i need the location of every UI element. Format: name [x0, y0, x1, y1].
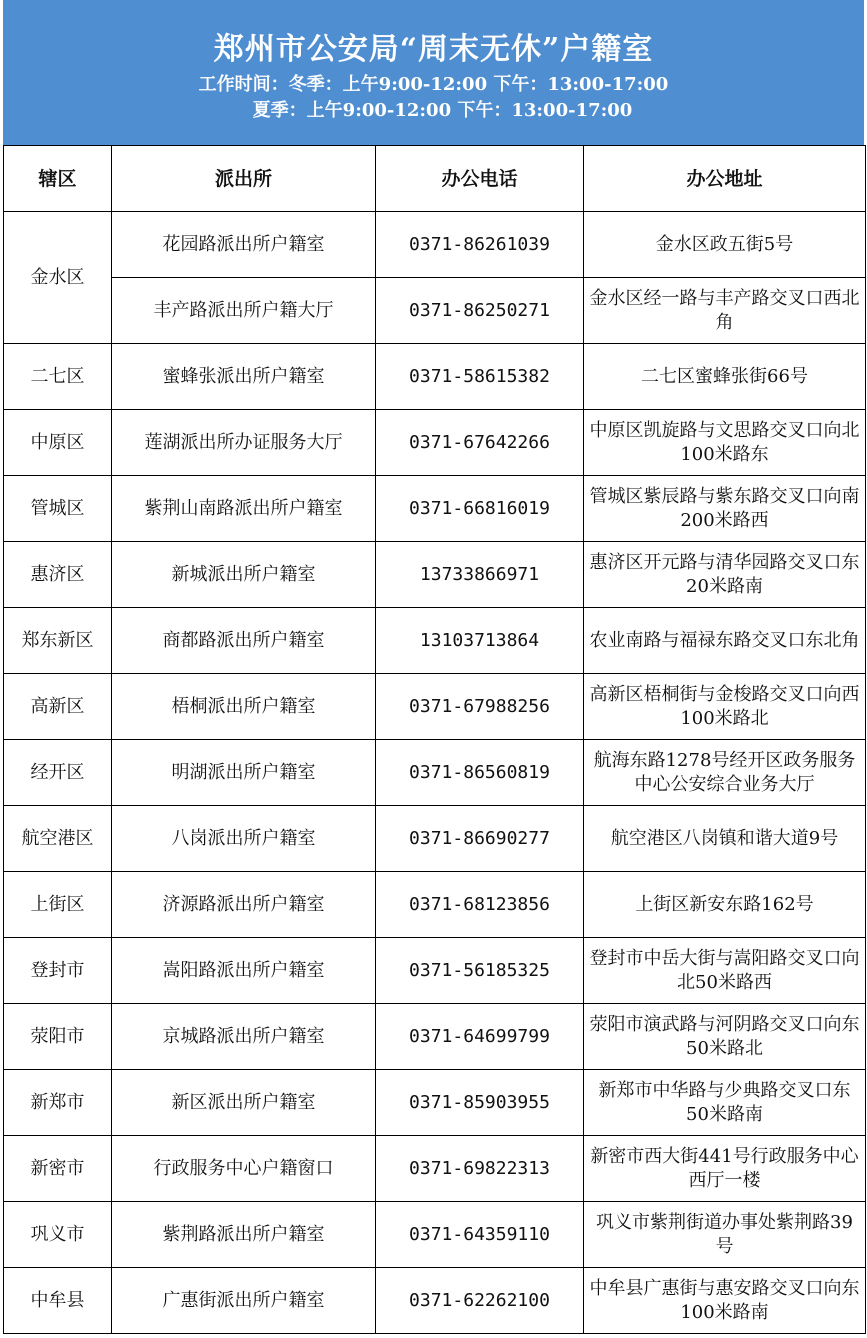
district-cell: 中原区 — [4, 410, 112, 476]
address-cell: 金水区政五街5号 — [584, 212, 866, 278]
title-banner — [3, 0, 864, 145]
phone-cell: 0371-86250271 — [376, 278, 584, 344]
district-cell: 经开区 — [4, 740, 112, 806]
district-cell: 新密市 — [4, 1136, 112, 1202]
address-cell: 惠济区开元路与清华园路交叉口东20米路南 — [584, 542, 866, 608]
station-cell: 梧桐派出所户籍室 — [112, 674, 376, 740]
table-row — [4, 740, 866, 806]
district-cell: 二七区 — [4, 344, 112, 410]
table-row — [4, 476, 866, 542]
column-header-phone: 办公电话 — [376, 146, 584, 212]
working-hours-winter: 工作时间：冬季：上午9:00-12:00 下午：13:00-17:00 — [198, 74, 669, 95]
address-cell: 巩义市紫荆街道办事处紫荆路39号 — [584, 1202, 866, 1268]
phone-cell: 0371-68123856 — [376, 872, 584, 938]
station-cell: 紫荆路派出所户籍室 — [112, 1202, 376, 1268]
address-cell: 高新区梧桐街与金梭路交叉口向西100米路北 — [584, 674, 866, 740]
table-row — [4, 674, 866, 740]
phone-cell: 0371-86690277 — [376, 806, 584, 872]
table-row — [4, 542, 866, 608]
table-row — [4, 1202, 866, 1268]
address-cell: 上街区新安东路162号 — [584, 872, 866, 938]
address-cell: 登封市中岳大街与嵩阳路交叉口向北50米路西 — [584, 938, 866, 1004]
address-cell: 管城区紫辰路与紫东路交叉口向南200米路西 — [584, 476, 866, 542]
phone-cell: 0371-56185325 — [376, 938, 584, 1004]
column-header-address: 办公地址 — [584, 146, 866, 212]
phone-cell: 0371-67988256 — [376, 674, 584, 740]
district-cell: 郑东新区 — [4, 608, 112, 674]
phone-cell: 0371-58615382 — [376, 344, 584, 410]
address-cell: 金水区经一路与丰产路交叉口西北角 — [584, 278, 866, 344]
phone-cell: 0371-67642266 — [376, 410, 584, 476]
table-row — [4, 872, 866, 938]
address-cell: 中原区凯旋路与文思路交叉口向北100米路东 — [584, 410, 866, 476]
station-cell: 紫荆山南路派出所户籍室 — [112, 476, 376, 542]
phone-cell: 0371-86261039 — [376, 212, 584, 278]
district-cell: 上街区 — [4, 872, 112, 938]
table-row — [4, 410, 866, 476]
phone-cell: 13103713864 — [376, 608, 584, 674]
station-cell: 新城派出所户籍室 — [112, 542, 376, 608]
registry-table — [3, 145, 866, 1334]
address-cell: 中牟县广惠街与惠安路交叉口向东100米路南 — [584, 1268, 866, 1334]
district-cell: 金水区 — [4, 212, 112, 344]
district-cell: 荥阳市 — [4, 1004, 112, 1070]
station-cell: 花园路派出所户籍室 — [112, 212, 376, 278]
station-cell: 明湖派出所户籍室 — [112, 740, 376, 806]
district-cell: 新郑市 — [4, 1070, 112, 1136]
table-row — [4, 1070, 866, 1136]
working-hours-summer: 夏季：上午9:00-12:00 下午：13:00-17:00 — [252, 100, 633, 121]
district-cell: 巩义市 — [4, 1202, 112, 1268]
table-row — [4, 938, 866, 1004]
address-cell: 农业南路与福禄东路交叉口东北角 — [584, 608, 866, 674]
station-cell: 行政服务中心户籍窗口 — [112, 1136, 376, 1202]
phone-cell: 0371-62262100 — [376, 1268, 584, 1334]
table-row — [4, 278, 866, 344]
address-cell: 新密市西大街441号行政服务中心西厅一楼 — [584, 1136, 866, 1202]
table-row — [4, 212, 866, 278]
station-cell: 商都路派出所户籍室 — [112, 608, 376, 674]
station-cell: 莲湖派出所办证服务大厅 — [112, 410, 376, 476]
station-cell: 新区派出所户籍室 — [112, 1070, 376, 1136]
table-row — [4, 1136, 866, 1202]
station-cell: 广惠街派出所户籍室 — [112, 1268, 376, 1334]
phone-cell: 0371-64359110 — [376, 1202, 584, 1268]
district-cell: 航空港区 — [4, 806, 112, 872]
phone-cell: 0371-66816019 — [376, 476, 584, 542]
page-title: 郑州市公安局“周末无休”户籍室 — [213, 32, 654, 67]
column-header-station: 派出所 — [112, 146, 376, 212]
table-row — [4, 1268, 866, 1334]
address-cell: 航空港区八岗镇和谐大道9号 — [584, 806, 866, 872]
station-cell: 京城路派出所户籍室 — [112, 1004, 376, 1070]
address-cell: 荥阳市演武路与河阴路交叉口向东50米路北 — [584, 1004, 866, 1070]
station-cell: 蜜蜂张派出所户籍室 — [112, 344, 376, 410]
table-row — [4, 344, 866, 410]
address-cell: 航海东路1278号经开区政务服务中心公安综合业务大厅 — [584, 740, 866, 806]
district-cell: 高新区 — [4, 674, 112, 740]
table-row — [4, 806, 866, 872]
phone-cell: 0371-85903955 — [376, 1070, 584, 1136]
station-cell: 嵩阳路派出所户籍室 — [112, 938, 376, 1004]
table-row — [4, 1004, 866, 1070]
station-cell: 丰产路派出所户籍大厅 — [112, 278, 376, 344]
station-cell: 八岗派出所户籍室 — [112, 806, 376, 872]
phone-cell: 0371-64699799 — [376, 1004, 584, 1070]
address-cell: 新郑市中华路与少典路交叉口东50米路南 — [584, 1070, 866, 1136]
address-cell: 二七区蜜蜂张街66号 — [584, 344, 866, 410]
station-cell: 济源路派出所户籍室 — [112, 872, 376, 938]
phone-cell: 0371-69822313 — [376, 1136, 584, 1202]
district-cell: 登封市 — [4, 938, 112, 1004]
phone-cell: 13733866971 — [376, 542, 584, 608]
table-row — [4, 608, 866, 674]
district-cell: 中牟县 — [4, 1268, 112, 1334]
district-cell: 惠济区 — [4, 542, 112, 608]
phone-cell: 0371-86560819 — [376, 740, 584, 806]
district-cell: 管城区 — [4, 476, 112, 542]
table-header-row — [4, 146, 866, 212]
column-header-district: 辖区 — [4, 146, 112, 212]
